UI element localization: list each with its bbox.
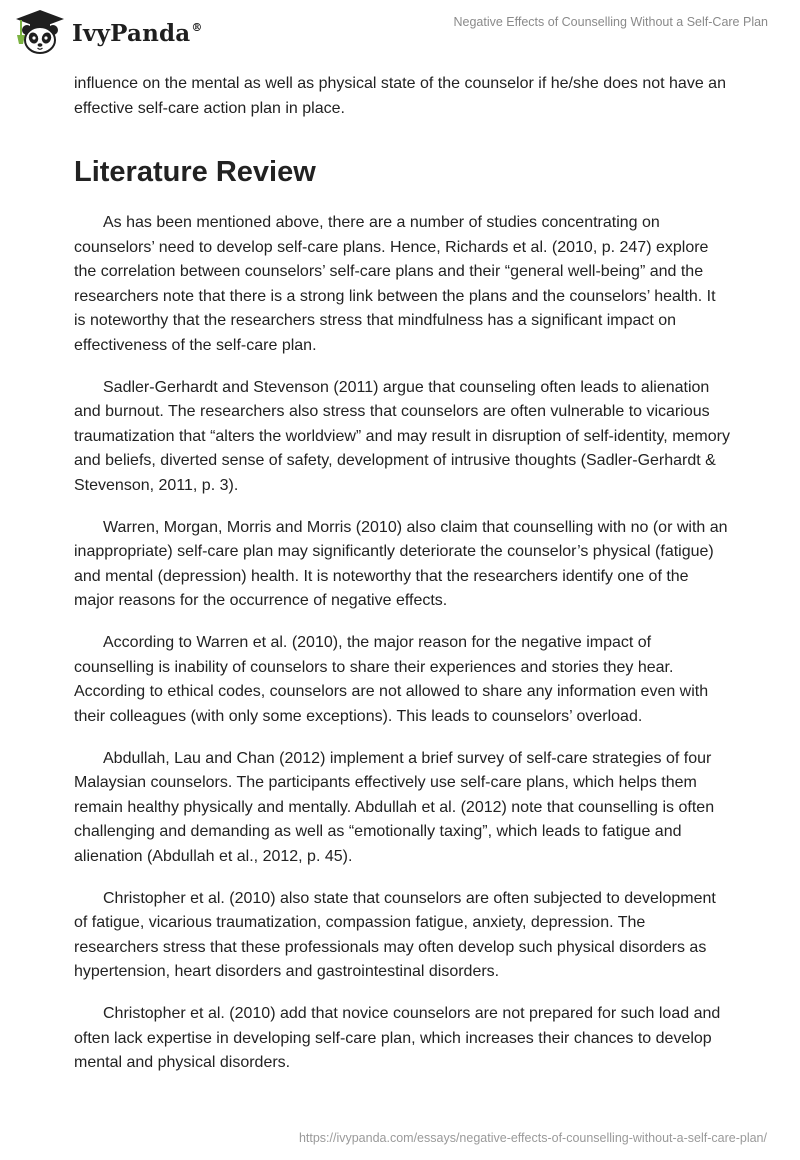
document-body [74, 72, 730, 1093]
body-paragraph: Abdullah, Lau and Chan (2012) implement a brief survey of self-care strategies of four Malaysian counselors. The participants effectively use self-care plans, which helps them remain healthy physically and mentally. Abdullah et al. (2012) note that counselling is often challenging and demanding as well as “emotionally taxing”, which leads to fatigue and alienation (Abdullah et al., 2012, p. 45). [74, 749, 715, 865]
logo-registered-mark: ® [191, 20, 203, 34]
ivypanda-logo[interactable] [14, 8, 203, 56]
document-running-title: Negative Effects of Counselling Without a Self-Care Plan [453, 15, 768, 29]
body-paragraph: Christopher et al. (2010) also state that counselors are often subjected to development of fatigue, vicarious traumatization, compassion fatigue, anxiety, depression. The researchers stress that these professionals may often develop such physical disorders as hypertension, heart disorders and gastrointestinal disorders. [74, 889, 716, 980]
logo-wordmark [72, 20, 203, 47]
body-paragraph: Christopher et al. (2010) add that novice counselors are not prepared for such load and often lack expertise in developing self-care plan, which increases their chances to develop mental and physical disorders. [74, 1005, 721, 1071]
source-url-link[interactable]: https://ivypanda.com/essays/negative-effects-of-counselling-without-a-self-care-plan/ [298, 1131, 767, 1145]
section-heading: Literature Review [74, 156, 316, 188]
logo-text: IvyPanda [72, 19, 191, 47]
body-paragraph: Sadler-Gerhardt and Stevenson (2011) argue that counseling often leads to alienation and burnout. The researchers also stress that counselors are often vulnerable to vicarious traumatization that “alters the worldview” and may result in disruption of self-identity, memory and beliefs, diverted sense of safety, development of intrusive thoughts (Sadler-Gerhardt & Stevenson, 2011, p. 3). [74, 378, 730, 494]
panda-graduate-icon [14, 8, 66, 56]
body-paragraph: As has been mentioned above, there are a number of studies concentrating on counselors’ need to develop self-care plans. Hence, Richards et al. (2010, p. 247) explore the correlation between counselors’ self-care plans and their “general well-being” and the researchers note that there is a strong link between the plans and the counselors’ health. It is noteworthy that the researchers stress that mindfulness has a significant impact on effectiveness of the self-care plan. [74, 214, 716, 354]
page-header [0, 0, 800, 62]
body-paragraph: According to Warren et al. (2010), the major reason for the negative impact of counselling is inability of counselors to share their experiences and stories they hear. According to ethical codes, counselors are not allowed to share any information even with their colleagues (with only some exceptions). This leads to counselors’ overload. [74, 634, 709, 725]
body-paragraph: Warren, Morgan, Morris and Morris (2010) also claim that counselling with no (or with an inappropriate) self-care plan may significantly deteriorate the counselor’s physical (fatigue) and mental (depression) health. It is noteworthy that the researchers identify one of the major reasons for the occurrence of negative effects. [74, 518, 728, 609]
lead-paragraph: influence on the mental as well as physical state of the counselor if he/she does not have an effective self-care action plan in place. [74, 75, 726, 117]
